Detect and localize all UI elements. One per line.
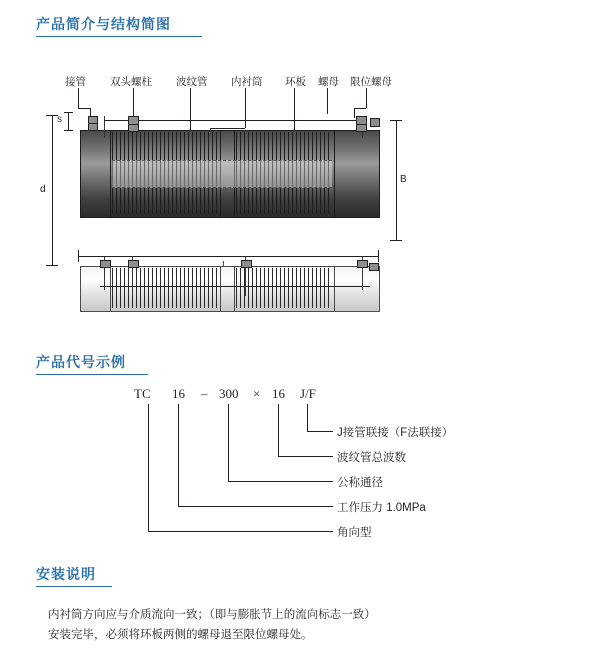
callout-leader-4 bbox=[245, 88, 246, 108]
nut-lower-mid bbox=[241, 260, 252, 268]
callout-leader-7-kink bbox=[354, 108, 366, 109]
code-desc-waves: 波纹管总波数 bbox=[337, 452, 406, 464]
code-token-pressure: 16 bbox=[172, 386, 185, 401]
code-token-connection: J/F bbox=[300, 386, 316, 401]
tie-rod-upper-link bbox=[104, 120, 362, 121]
callout-label-luomu: 螺母 bbox=[318, 76, 339, 88]
code-desc-series: 角向型 bbox=[337, 527, 372, 539]
callout-label-jieguan: 接管 bbox=[65, 76, 86, 88]
code-token-times: × bbox=[253, 386, 261, 401]
pipe-stub-left-upper bbox=[80, 130, 112, 218]
nut-lower-left-2 bbox=[128, 260, 139, 268]
callout-label-xianweiluomu: 限位螺母 bbox=[350, 76, 392, 88]
callout-leader-1-kink bbox=[78, 108, 90, 109]
install-note-line-2: 安装完毕，必须将环板两侧的螺母退至限位螺母处。 bbox=[48, 629, 313, 641]
code-leader-series bbox=[148, 404, 149, 531]
callout-label-shuangtouluozhu: 双头螺柱 bbox=[110, 76, 152, 88]
callout-leader-4-kink bbox=[210, 128, 245, 129]
callout-leader-5 bbox=[294, 88, 295, 108]
code-desc-connection: J接管联接（F法联接） bbox=[337, 427, 454, 439]
code-leader-series-kink bbox=[148, 531, 333, 532]
nut-upper-right-2 bbox=[356, 124, 367, 132]
code-token-series: TC bbox=[134, 386, 151, 401]
section-title-install: 安装说明 bbox=[36, 566, 96, 582]
callout-leader-2-drop bbox=[133, 108, 134, 116]
section-title-code: 产品代号示例 bbox=[36, 354, 126, 370]
nut-lower-right-2 bbox=[369, 263, 379, 271]
install-note-line-1: 内衬筒方向应与介质流向一致；（即与膨胀节上的流向标志一致） bbox=[48, 609, 376, 621]
nut-upper-farright bbox=[370, 118, 380, 127]
section-underline-install bbox=[36, 586, 112, 587]
bellows-left-lower-corrugations bbox=[112, 268, 218, 308]
code-leader-diameter-kink bbox=[228, 481, 333, 482]
section-title-structure: 产品简介与结构简图 bbox=[36, 16, 171, 32]
tie-rod-lower-link bbox=[100, 286, 370, 287]
dim-label-d: d bbox=[40, 184, 46, 195]
inner-liner-upper bbox=[112, 160, 332, 188]
dim-label-B: B bbox=[400, 174, 407, 185]
code-desc-pressure: 工作压力 1.0MPa bbox=[337, 502, 426, 514]
callout-leader-4-drop bbox=[245, 108, 246, 128]
code-leader-waves-kink bbox=[278, 456, 333, 457]
pipe-stub-right-lower bbox=[334, 266, 380, 312]
callout-label-huanban: 环板 bbox=[285, 76, 306, 88]
callout-leader-1 bbox=[78, 88, 79, 108]
bellows-right-lower-corrugations bbox=[236, 268, 332, 308]
dim-tick-B-bot bbox=[390, 240, 402, 241]
nut-upper-left-2 bbox=[88, 123, 98, 131]
code-token-dash: – bbox=[201, 386, 208, 401]
code-token-waves: 16 bbox=[272, 386, 285, 401]
callout-leader-5-drop bbox=[294, 108, 295, 130]
callout-leader-2 bbox=[133, 88, 134, 108]
code-leader-pressure-kink bbox=[178, 506, 333, 507]
dim-tick-s-top bbox=[64, 112, 73, 113]
dim-tick-L-left bbox=[78, 250, 79, 262]
code-leader-waves bbox=[278, 404, 279, 456]
code-desc-diameter: 公称通径 bbox=[337, 477, 383, 489]
pipe-stub-left-lower bbox=[80, 266, 112, 312]
nut-lower-right-1 bbox=[357, 260, 368, 268]
section-underline-structure bbox=[36, 36, 202, 37]
dim-tick-d-bottom bbox=[46, 265, 58, 266]
callout-label-neichentong: 内衬筒 bbox=[231, 76, 263, 88]
dim-line-B bbox=[396, 120, 397, 240]
pipe-stub-right-upper bbox=[334, 130, 380, 218]
code-leader-diameter bbox=[228, 404, 229, 481]
code-leader-connection bbox=[307, 404, 308, 431]
section-underline-code bbox=[36, 374, 148, 375]
dim-tick-s-bot bbox=[64, 130, 73, 131]
callout-leader-7-drop bbox=[354, 108, 355, 118]
callout-leader-6-drop bbox=[327, 108, 328, 114]
callout-leader-3 bbox=[190, 88, 191, 108]
nut-upper-mid-2 bbox=[128, 124, 139, 132]
dim-label-s: s bbox=[57, 114, 62, 125]
dim-line-d bbox=[52, 115, 53, 265]
nut-lower-left-1 bbox=[100, 260, 111, 268]
callout-leader-7 bbox=[366, 88, 367, 108]
dim-line-s bbox=[68, 112, 69, 130]
dim-tick-B-top bbox=[390, 120, 402, 121]
structure-diagram bbox=[0, 60, 600, 290]
code-leader-connection-kink bbox=[307, 431, 333, 432]
code-designation-diagram bbox=[0, 378, 600, 538]
callout-label-bowenguan: 波纹管 bbox=[176, 76, 208, 88]
callout-leader-6 bbox=[327, 88, 328, 108]
callout-leader-3-drop bbox=[190, 108, 191, 130]
dim-tick-L-right bbox=[378, 250, 379, 262]
dim-line-L bbox=[78, 256, 378, 257]
code-leader-pressure bbox=[178, 404, 179, 506]
code-token-diameter: 300 bbox=[219, 386, 239, 401]
